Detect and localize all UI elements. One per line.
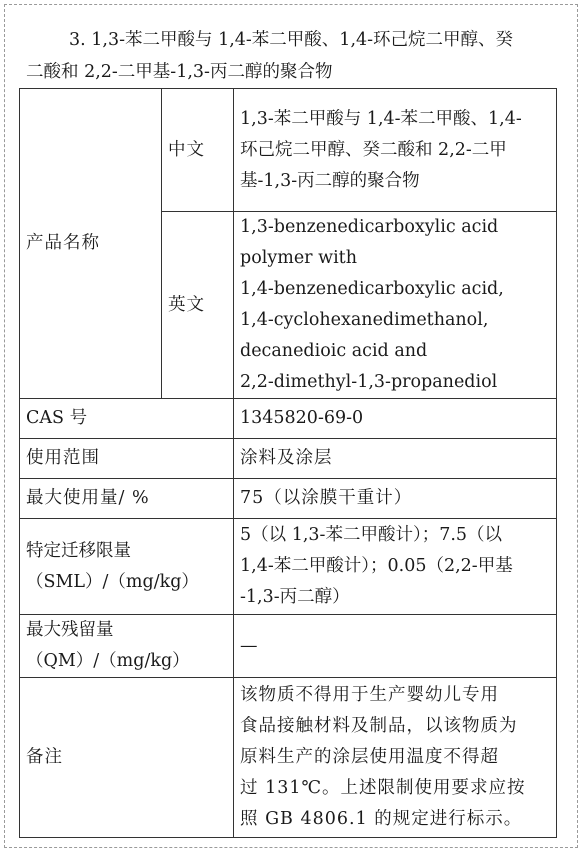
substance-table	[19, 88, 557, 838]
scope-value: 涂料及涂层	[234, 439, 557, 479]
zh-name-line: 基-1,3-丙二醇的聚合物	[240, 170, 420, 191]
en-name-line: 2,2-dimethyl-1,3-propanediol	[240, 372, 498, 392]
section-heading	[26, 24, 566, 88]
notes-line: 过 131℃。上述限制使用要求应按	[240, 778, 526, 798]
sml-value-line: -1,3-丙二醇）	[240, 587, 350, 607]
notes-line: 原料生产的涂层使用温度不得超	[240, 747, 499, 767]
qm-label-line: 最大残留量	[26, 620, 114, 640]
sml-value-line: 1,4-苯二甲酸计）；0.05（2,2-甲基	[240, 556, 513, 576]
sml-label-line: 特定迁移限量	[26, 540, 131, 561]
notes-line: 食品接触材料及制品，以该物质为	[240, 716, 518, 736]
notes-line: 该物质不得用于生产婴幼儿专用	[240, 685, 499, 705]
en-name-line: 1,3-benzenedicarboxylic acid	[240, 217, 499, 237]
sml-value	[234, 519, 557, 615]
table-row	[20, 678, 557, 838]
table-row	[20, 439, 557, 479]
notes-value	[234, 678, 557, 838]
en-name-line: polymer with	[240, 248, 357, 268]
heading-line-1: 3. 1,3-苯二甲酸与 1,4-苯二甲酸、1,4-环己烷二甲醇、癸	[69, 30, 514, 50]
zh-name-label: 中文	[162, 89, 234, 212]
heading-line-2: 二酸和 2,2-二甲基-1,3-丙二醇的聚合物	[26, 62, 333, 82]
max-use-value: 75（以涂膜干重计）	[234, 479, 557, 519]
notes-line: 照 GB 4806.1 的规定进行标示。	[240, 809, 523, 829]
en-name-line: 1,4-cyclohexanedimethanol,	[240, 310, 489, 330]
scope-label: 使用范围	[20, 439, 234, 479]
en-name-label: 英文	[162, 212, 234, 399]
sml-label	[20, 519, 234, 615]
table-row	[20, 519, 557, 615]
qm-label-line: （QM）/（mg/kg）	[26, 651, 190, 671]
sml-value-line: 5（以 1,3-苯二甲酸计）；7.5（以	[240, 525, 503, 545]
zh-name-line: 1,3-苯二甲酸与 1,4-苯二甲酸、1,4-	[240, 108, 522, 129]
notes-label: 备注	[20, 678, 234, 838]
en-name-line: 1,4-benzenedicarboxylic acid,	[240, 279, 504, 299]
qm-value: —	[234, 615, 557, 678]
table-row	[20, 89, 557, 212]
zh-name-value	[234, 89, 557, 212]
max-use-label: 最大使用量/ %	[20, 479, 234, 519]
table-row	[20, 399, 557, 439]
cas-value: 1345820-69-0	[234, 399, 557, 439]
qm-label	[20, 615, 234, 678]
table-row	[20, 615, 557, 678]
product-name-label: 产品名称	[20, 89, 162, 399]
cas-label: CAS 号	[20, 399, 234, 439]
zh-name-line: 环己烷二甲醇、癸二酸和 2,2-二甲	[240, 139, 507, 160]
en-name-value	[234, 212, 557, 399]
sml-label-line: （SML）/（mg/kg）	[26, 571, 199, 592]
table-row	[20, 479, 557, 519]
en-name-line: decanedioic acid and	[240, 341, 428, 361]
